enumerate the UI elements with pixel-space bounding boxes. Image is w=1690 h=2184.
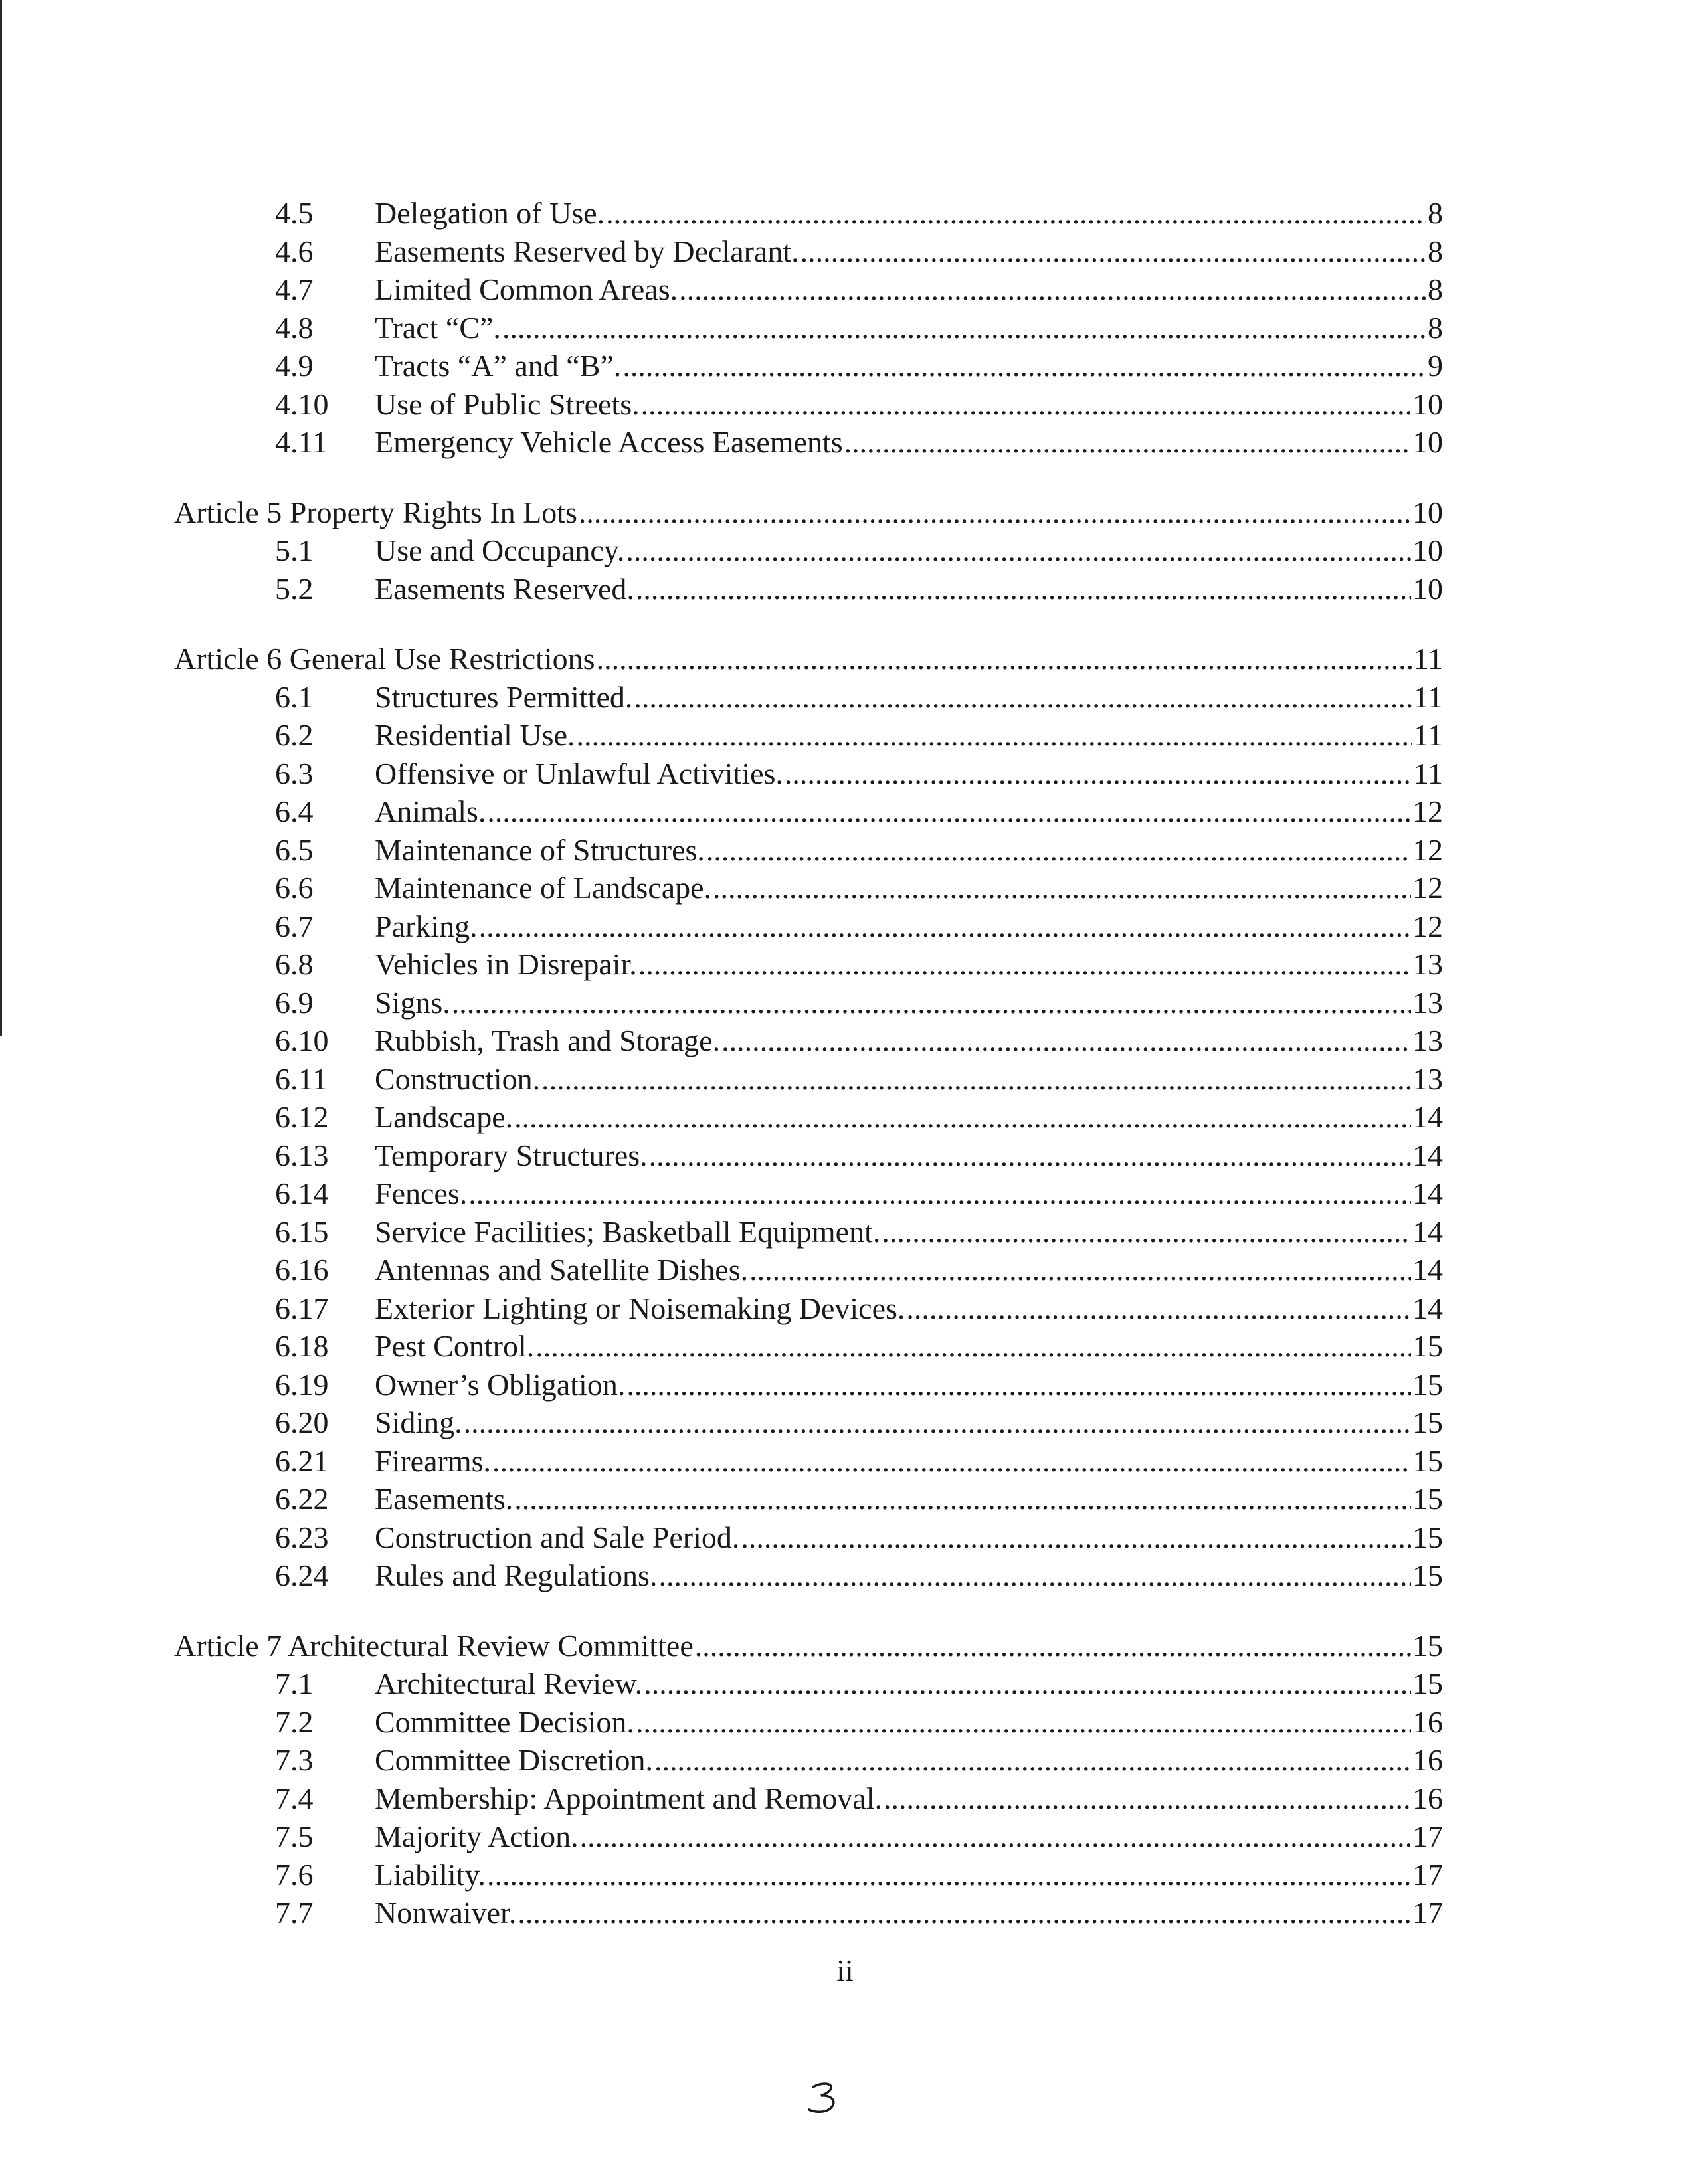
toc-article-title: Article 7 Architectural Review Committee [174,1628,694,1663]
dot-leader [741,1518,1411,1557]
dot-leader [636,1703,1411,1742]
toc-page-number: 11 [1413,680,1443,714]
toc-section-entry [375,984,1443,1022]
toc-page-number: 15 [1412,1443,1443,1478]
toc-section-number: 6.9 [275,985,314,1020]
dot-leader [487,1856,1411,1894]
toc-section-row [174,907,1443,946]
toc-section-row [174,1327,1443,1366]
dot-leader [695,1627,1411,1665]
toc-section-row [174,1366,1443,1404]
toc-section-number: 6.10 [275,1024,329,1057]
toc-section-entry [375,869,1443,907]
scan-left-edge [0,0,2,1036]
toc-section-row [174,309,1443,347]
toc-section-number: 4.9 [275,349,314,383]
toc-section-number: 6.15 [275,1214,329,1249]
toc-article-row [174,494,1443,532]
toc-section-number: 6.5 [275,832,314,867]
dot-leader [514,1098,1411,1137]
toc-section-title: Residential Use. [375,718,575,752]
toc-section-row [174,1289,1443,1328]
toc-page-number: 14 [1412,1176,1443,1210]
dot-leader [721,1022,1411,1060]
dot-leader [844,423,1411,462]
toc-page-number: 14 [1412,1291,1443,1325]
toc-section-title: Majority Action. [375,1819,579,1853]
dot-leader [654,1741,1411,1779]
dot-leader [626,531,1411,570]
dot-leader [749,1251,1411,1289]
dot-leader [649,1137,1411,1175]
toc-section-entry [375,907,1443,946]
toc-section-title: Temporary Structures. [375,1138,648,1172]
toc-section-number: 4.5 [275,196,314,230]
toc-section-row [174,716,1443,755]
toc-section-entry [375,1665,1443,1703]
toc-section-number: 5.2 [275,571,314,606]
dot-leader [452,984,1411,1022]
toc-section-number: 6.16 [275,1253,329,1287]
toc-page-number: 11 [1413,642,1443,676]
toc-section-number: 7.4 [275,1781,314,1815]
toc-section-title: Antennas and Satellite Dishes. [375,1253,749,1287]
toc-section-row [174,194,1443,232]
toc-section-entry [375,270,1443,309]
dot-leader [517,1894,1411,1932]
toc-section-row [174,1098,1443,1137]
toc-section-title: Firearms. [375,1443,492,1478]
toc-section-entry [375,347,1443,385]
toc-section-title: Construction. [375,1061,541,1096]
dot-leader [479,907,1411,946]
toc-section-title: Easements Reserved by Declarant. [375,234,799,268]
toc-section-row [174,570,1443,608]
toc-article-row [174,640,1443,678]
toc-section-number: 4.10 [275,387,329,421]
toc-section-entry [375,792,1443,831]
toc-section-row [174,1703,1443,1742]
toc-section-row [174,792,1443,831]
toc-section-row [174,831,1443,869]
toc-section-number: 7.2 [275,1704,314,1739]
page-number-roman: ii [836,1954,854,1987]
toc-section-title: Nonwaiver. [375,1896,517,1930]
toc-page-number: 14 [1412,1100,1443,1134]
toc-section-number: 7.3 [275,1743,314,1777]
toc-section-number: 4.8 [275,310,314,345]
toc-section-number: 7.1 [275,1667,314,1700]
toc-section-row [174,347,1443,385]
dot-leader [535,1327,1411,1366]
toc-section-title: Liability. [375,1857,486,1892]
toc-section-row [174,984,1443,1022]
toc-section-number: 7.7 [275,1896,314,1930]
toc-section-title: Structures Permitted. [375,680,633,714]
toc-section-number: 6.17 [275,1291,329,1325]
toc-section-entry [375,385,1443,424]
toc-section-entry [375,1251,1443,1289]
toc-section-title: Tracts “A” and “B”. [375,349,622,383]
toc-page-number: 10 [1412,425,1443,459]
toc-section-title: Service Facilities; Basketball Equipment. [375,1214,881,1249]
toc-section-row [174,1779,1443,1818]
toc-page-number: 14 [1412,1138,1443,1172]
toc-section-number: 7.5 [275,1819,314,1853]
toc-section-row [174,1741,1443,1779]
toc-section-entry [375,309,1443,347]
toc-section-title: Pest Control. [375,1329,535,1363]
toc-section-entry [375,423,1443,462]
toc-section-title: Use and Occupancy. [375,533,625,567]
toc-section-entry [375,755,1443,793]
toc-section-entry [375,1137,1443,1175]
toc-page-number: 17 [1412,1857,1443,1892]
toc-section-row [174,945,1443,984]
toc-section-entry [375,1366,1443,1404]
toc-section-row [174,1060,1443,1099]
toc-section-title: Signs. [375,985,450,1020]
toc-page-number: 8 [1428,310,1443,345]
toc-section-entry [375,1213,1443,1251]
toc-section-entry [375,1518,1443,1557]
dot-leader [492,1442,1411,1481]
toc-section-number: 5.1 [275,533,314,567]
toc-section-title: Committee Decision. [375,1704,634,1739]
toc-section-number: 6.12 [275,1100,329,1134]
toc-page-number: 16 [1412,1704,1443,1739]
toc-section-row [174,270,1443,309]
toc-page-number: 13 [1412,947,1443,981]
toc-section-number: 4.6 [275,234,314,268]
toc-section-entry [375,1174,1443,1213]
toc-page-number: 8 [1428,272,1443,306]
toc-section-title: Landscape. [375,1100,514,1134]
toc-article-title: Article 5 Property Rights In Lots [174,495,577,529]
dot-leader [638,945,1411,984]
toc-section-number: 4.7 [275,272,314,306]
toc-page-number: 10 [1412,387,1443,421]
toc-section-number: 6.4 [275,794,314,828]
toc-section-title: Committee Discretion. [375,1743,654,1777]
toc-section-entry [375,1703,1443,1742]
dot-leader [634,678,1412,717]
dot-leader [800,232,1426,271]
toc-section-row [174,1213,1443,1251]
dot-leader [884,1779,1411,1818]
toc-section-entry [375,1779,1443,1818]
toc-page-number: 15 [1412,1482,1443,1516]
toc-page-number: 15 [1412,1558,1443,1592]
toc-page-number: 12 [1412,871,1443,905]
dot-leader [577,716,1412,755]
toc-page-number: 12 [1412,794,1443,828]
dot-leader [706,831,1411,869]
toc-page-number: 17 [1412,1896,1443,1930]
toc-section-title: Easements. [375,1482,514,1516]
toc-section-title: Use of Public Streets. [375,387,640,421]
dot-leader [468,1174,1411,1213]
toc-section-number: 6.7 [275,909,314,943]
toc-section-row [174,1404,1443,1442]
toc-section-entry [375,1556,1443,1595]
toc-section-entry [375,716,1443,755]
toc-section-row [174,423,1443,462]
toc-section-row [174,1174,1443,1213]
toc-section-entry [375,194,1443,232]
toc-section-row [174,1251,1443,1289]
toc-section-row [174,678,1443,717]
toc-section-title: Rubbish, Trash and Storage. [375,1024,721,1057]
toc-section-entry [375,1817,1443,1856]
toc-article-entry [174,1627,1443,1665]
toc-section-number: 6.8 [275,947,314,981]
dot-leader [579,494,1411,532]
toc-page-number: 12 [1412,832,1443,867]
toc-page-number: 10 [1412,495,1443,529]
toc-section-row [174,1894,1443,1932]
toc-section-title: Siding. [375,1406,462,1439]
toc-section-entry [375,1289,1443,1328]
toc-section-entry [375,678,1443,717]
toc-page-number: 15 [1412,1520,1443,1554]
toc-page-number: 14 [1412,1253,1443,1287]
toc-section-entry [375,1060,1443,1099]
handwritten-page-number [804,2078,844,2118]
toc-section-number: 6.20 [275,1406,329,1439]
toc-section-row [174,755,1443,793]
toc-section-number: 7.6 [275,1857,314,1892]
dot-leader [580,1817,1411,1856]
toc-section-row [174,1480,1443,1518]
toc-section-row [174,1137,1443,1175]
toc-page-number: 10 [1412,571,1443,606]
dot-leader [906,1289,1411,1328]
toc-page-number: 15 [1412,1367,1443,1402]
toc-page-number: 15 [1412,1628,1443,1663]
toc-section-number: 6.22 [275,1482,329,1516]
toc-article-entry [174,640,1443,678]
toc-page-number: 17 [1412,1819,1443,1853]
toc-page-number: 9 [1428,349,1443,383]
toc-section-title: Offensive or Unlawful Activities. [375,756,783,790]
toc-section-title: Exterior Lighting or Noisemaking Devices. [375,1291,905,1325]
toc-section-number: 6.21 [275,1443,329,1478]
toc-section-entry [375,232,1443,271]
toc-section-number: 6.11 [275,1061,328,1096]
toc-section-title: Limited Common Areas. [375,272,678,306]
toc-article-entry [174,494,1443,532]
dot-leader [622,347,1426,385]
toc-page-number: 11 [1413,756,1443,790]
dot-leader [641,385,1411,424]
toc-article-title: Article 6 General Use Restrictions [174,642,595,676]
dot-leader [597,640,1412,678]
toc-section-title: Fences. [375,1176,468,1210]
toc-section-entry [375,1480,1443,1518]
toc-section-entry [375,570,1443,608]
toc-section-row [174,1817,1443,1856]
toc-section-row [174,385,1443,424]
toc-page-number: 13 [1412,1061,1443,1096]
toc-section-number: 6.1 [275,680,314,714]
toc-section-entry [375,1327,1443,1366]
toc-section-entry [375,1404,1443,1442]
toc-section-entry [375,1442,1443,1481]
toc-page-number: 16 [1412,1743,1443,1777]
toc-page-number: 15 [1412,1329,1443,1363]
toc-section-title: Construction and Sale Period. [375,1520,740,1554]
toc-section-entry [375,945,1443,984]
dot-leader [785,755,1412,793]
toc-section-row [174,232,1443,271]
toc-page-number: 13 [1412,1024,1443,1057]
toc-section-title: Animals. [375,794,486,828]
toc-page-number: 12 [1412,909,1443,943]
toc-section-number: 6.3 [275,756,314,790]
dot-leader [606,194,1426,232]
toc-page-number: 15 [1412,1667,1443,1700]
toc-section-row [174,1022,1443,1060]
toc-section-number: 6.24 [275,1558,329,1592]
dot-leader [644,1665,1411,1703]
toc-section-entry [375,1022,1443,1060]
toc-section-entry [375,531,1443,570]
dot-leader [464,1404,1411,1442]
dot-leader [626,1366,1411,1404]
dot-leader [541,1060,1411,1099]
dot-leader [882,1213,1411,1251]
toc-section-title: Architectural Review. [375,1667,643,1700]
toc-section-entry [375,1856,1443,1894]
toc-section-title: Vehicles in Disrepair. [375,947,637,981]
dot-leader [487,792,1411,831]
toc-section-number: 6.13 [275,1138,329,1172]
toc-page-number: 10 [1412,533,1443,567]
toc-section-title: Delegation of Use. [375,196,605,230]
toc-section-title: Membership: Appointment and Removal. [375,1781,883,1815]
toc-section-entry [375,831,1443,869]
toc-section-entry [375,1894,1443,1932]
toc-section-row [174,869,1443,907]
toc-section-title: Owner’s Obligation. [375,1367,626,1402]
dot-leader [713,869,1411,907]
toc-section-row [174,531,1443,570]
toc-section-title: Emergency Vehicle Access Easements [375,425,843,459]
toc-article-row [174,1627,1443,1665]
toc-section-title: Parking. [375,909,478,943]
toc-page-number: 8 [1428,196,1443,230]
dot-leader [502,309,1426,347]
dot-leader [636,570,1411,608]
toc-page-number: 14 [1412,1214,1443,1249]
toc-section-number: 6.19 [275,1367,329,1402]
dot-leader [679,270,1426,309]
toc-section-row [174,1518,1443,1557]
toc-section-title: Easements Reserved. [375,571,634,606]
toc-section-row [174,1556,1443,1595]
toc-section-entry [375,1741,1443,1779]
toc-section-title: Maintenance of Landscape. [375,871,712,905]
toc-section-number: 6.2 [275,718,314,752]
toc-section-title: Rules and Regulations. [375,1558,658,1592]
toc-section-number: 6.6 [275,871,314,905]
toc-section-number: 4.11 [275,425,328,459]
toc-section-number: 6.18 [275,1329,329,1363]
table-of-contents [174,194,1443,1932]
toc-section-number: 6.14 [275,1176,329,1210]
toc-page-number: 15 [1412,1406,1443,1439]
dot-leader [658,1556,1411,1595]
toc-page-number: 11 [1413,718,1443,752]
toc-section-row [174,1442,1443,1481]
dot-leader [514,1480,1411,1518]
toc-section-row [174,1856,1443,1894]
toc-section-entry [375,1098,1443,1137]
toc-section-number: 6.23 [275,1520,329,1554]
toc-page-number: 8 [1428,234,1443,268]
toc-section-title: Tract “C”. [375,310,501,345]
toc-page-number: 13 [1412,985,1443,1020]
toc-page-number: 16 [1412,1781,1443,1815]
toc-section-row [174,1665,1443,1703]
toc-section-title: Maintenance of Structures. [375,832,705,867]
